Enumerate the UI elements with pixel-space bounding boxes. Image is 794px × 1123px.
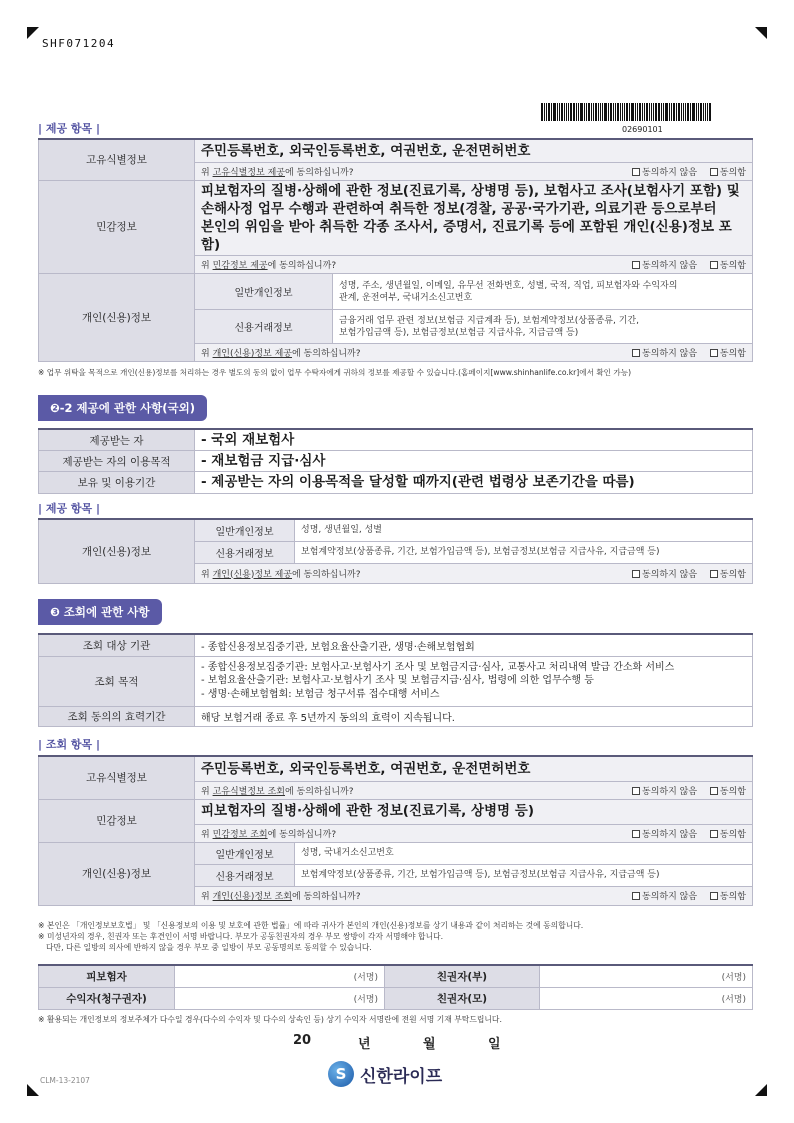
barcode-bar [551,103,552,121]
disagree-checkbox[interactable]: 동의하지 않음 [632,784,697,797]
inquiry-badge: ❸ 조회에 관한 사항 [38,599,162,625]
inquiry-general-label: 일반개인정보 [195,842,295,864]
barcode-bar [651,103,652,121]
overseas-table [38,428,753,494]
barcode-bar [626,103,628,121]
date-year-label: 년 [358,1037,371,1052]
barcode-bar [613,103,614,121]
overseas-general-label: 일반개인정보 [195,519,295,541]
recipient-value: - 국외 재보험사 [195,429,753,451]
barcode-bar [661,103,662,121]
overseas-consent-row: 위 개인(신용)정보 제공에 동의하십니까? 동의하지 않음 동의함 [195,563,753,583]
barcode-bar [707,103,708,121]
inquiry-items-table [38,755,753,906]
general-info-value: 성명, 주소, 생년월일, 이메일, 유무선 전화번호, 성별, 국적, 직업, 피보험자와 수익자의 관계, 운전여부, 국내거소신고번호 [333,274,753,310]
barcode-bar [588,103,590,121]
barcode-bar [637,103,638,121]
unique-id-content: 주민등록번호, 외국인등록번호, 여권번호, 운전면허번호 [195,139,753,162]
barcode-bar [593,103,594,121]
purpose-label: 제공받는 자의 이용목적 [39,451,195,472]
barcode-bar [615,103,616,121]
barcode-bar [541,103,543,121]
date-day-label: 일 [488,1037,501,1052]
provide-items-title: | 제공 항목 | [38,122,101,135]
inquiry-general-value: 성명, 국내거소신고번호 [295,842,753,864]
barcode-bar [566,103,567,121]
barcode-bar [610,103,612,121]
beneficiary-label: 수익자(청구권자) [39,987,175,1009]
overseas-badge: ❷-2 제공에 관한 사항(국외) [38,395,207,421]
barcode-bar [557,103,558,121]
inquiry-sensitive-content: 피보험자의 질병·상해에 관한 정보(진료기록, 상병명 등) [195,799,753,824]
logo-mark-icon: S [328,1061,354,1087]
date-year: 20 [293,1033,312,1048]
disagree-checkbox[interactable]: 동의하지 않음 [632,567,697,580]
sensitive-content: 피보험자의 질병·상해에 관한 정보(진료기록, 상병명 등), 보험사고 조사(보험사기 포함) 및 손해사정 업무 수행과 관련하여 취득한 정보(경찰, 공공·국가기관, 의료기관 등으로부터 본인의 위임을 받아 취득한 각종 조사서, 증명서, 진료기록 등에 포함된 개인(신용)정보 포함) [195,180,753,256]
barcode-bar [568,103,569,121]
barcode-bar [646,103,648,121]
inquiry-purpose-value: - 종합신용정보집중기관: 보험사고·보험사기 조사 및 보험금지급·심사, 교통사고 처리내역 발급 간소화 서비스 - 보험요율산출기관: 보험사고·보험사기 조사 및 보험금지급·심사, 법령에 의한 업무수행 등 - 생명·손해보험협회: 보험금 청구서류 접수대행 서비스 [195,656,753,706]
barcode-bar [631,103,634,121]
barcode-bar [696,103,697,121]
barcode-bar [580,103,583,121]
inquiry-unique-id-label: 고유식별정보 [39,756,195,799]
agree-checkbox[interactable]: 동의함 [710,784,746,797]
agree-checkbox[interactable]: 동의함 [710,827,746,840]
barcode-bar [669,103,670,121]
corner-mark-top-left [27,27,39,39]
unique-id-consent-row: 위 고유식별정보 제공에 동의하십니까? 동의하지 않음 동의함 [195,162,753,180]
barcode-bar [690,103,691,121]
guardian-mother-signature-field[interactable]: (서명) [540,987,753,1009]
date-month-label: 월 [423,1037,436,1052]
recipient-label: 제공받는 자 [39,429,195,451]
barcode-bar [608,103,609,121]
disagree-checkbox[interactable]: 동의하지 않음 [632,258,697,271]
barcode-bar [584,103,585,121]
barcode-bar [685,103,686,121]
period-label: 보유 및 이용기간 [39,472,195,493]
inquiry-items-title: | 조회 항목 | [38,738,101,751]
credit-info-value: 금융거래 업무 관련 정보(보험금 지급계좌 등), 보험계약정보(상품종류, 기간, 보험가입금액 등), 보험금정보(보험금 지급사유, 지급금액 등) [333,310,753,344]
signature-table [38,964,753,1010]
beneficiary-signature-field[interactable]: (서명) [175,987,385,1009]
footer-note: ※ 활용되는 개인정보의 정보주체가 다수일 경우(다수의 수익자 및 다수의 상속인 등) 상기 수익자 서명란에 전원 서명 기재 부탁드립니다. [38,1015,502,1024]
doc-code: SHF071204 [42,37,116,50]
barcode-bar [622,103,623,121]
inquiry-target-value: - 종합신용정보집중기관, 보험요율산출기관, 생명·손해보험협회 [195,634,753,656]
barcode-bar [620,103,621,121]
barcode-bar [671,103,672,121]
barcode-bar [665,103,668,121]
legal-notes: ※ 본인은 「개인정보보호법」 및 「신용정보의 이용 및 보호에 관한 법률」에 따라 귀사가 본인의 개인(신용)정보를 상기 내용과 같이 처리하는 것에 동의합니다. ※ 미성년자의 경우, 친권자 또는 후견인이 서명 바랍니다. 부모가 공동친권자의 경우 부모 쌍방이 각자 서명해야 합니다. 다만, 다른 일방의 의사에 반하지 않을 경우 부모 중 일방이 부모 공동명의로 동의할 수 있습니다. [38,921,584,952]
unique-id-label: 고유식별정보 [39,139,195,180]
barcode-bar [653,103,654,121]
inquiry-sensitive-label: 민감정보 [39,799,195,842]
barcode-bar [692,103,695,121]
personal-label: 개인(신용)정보 [39,274,195,362]
corner-mark-top-right [755,27,767,39]
barcode-bar [600,103,601,121]
barcode-bar [635,103,636,121]
barcode-bar [617,103,619,121]
inquiry-validity-value: 해당 보험거래 종료 후 5년까지 동의의 효력이 지속됩니다. [195,706,753,726]
barcode-bar [644,103,645,121]
barcode-number: 02690101 [622,125,663,134]
barcode-bar [700,103,702,121]
credit-info-label: 신용거래정보 [195,310,333,344]
barcode-bar [663,103,664,121]
barcode-bar [548,103,550,121]
inquiry-credit-value: 보험계약정보(상품종류, 기간, 보험가입금액 등), 보험금정보(보험금 지급사유, 지급금액 등) [295,864,753,886]
barcode-bar [576,103,577,121]
personal-consent-row: 위 개인(신용)정보 제공에 동의하십니까? 동의하지 않음 동의함 [195,344,753,362]
purpose-value: - 재보험금 지급·심사 [195,451,753,472]
barcode-bar [681,103,682,121]
barcode-bar [687,103,689,121]
inquiry-table [38,633,753,727]
corner-mark-bottom-left [27,1084,39,1096]
barcode-bar [639,103,641,121]
barcode-bar [586,103,587,121]
inquiry-personal-label: 개인(신용)정보 [39,842,195,905]
barcode-bar [705,103,706,121]
agree-checkbox[interactable]: 동의함 [710,346,746,359]
barcode-bar [673,103,675,121]
barcode-bar [624,103,625,121]
insured-signature-field[interactable]: (서명) [175,965,385,987]
inquiry-unique-id-content: 주민등록번호, 외국인등록번호, 여권번호, 운전면허번호 [195,756,753,781]
form-code: CLM-13-2107 [40,1076,90,1085]
barcode-bar [629,103,630,121]
barcode-bar [642,103,643,121]
barcode-bar [658,103,660,121]
agree-checkbox[interactable]: 동의함 [710,889,746,902]
inquiry-target-label: 조회 대상 기관 [39,634,195,656]
agree-checkbox[interactable]: 동의함 [710,567,746,580]
corner-mark-bottom-right [755,1084,767,1096]
disagree-checkbox[interactable]: 동의하지 않음 [632,827,697,840]
inquiry-sensitive-consent-row: 위 민감정보 조회에 동의하십니까? 동의하지 않음 동의함 [195,824,753,842]
provide-note: ※ 업무 위탁을 목적으로 개인(신용)정보를 처리하는 경우 별도의 동의 없이 업무 수탁자에게 귀하의 정보를 제공할 수 있습니다.(홈페이지[www.shinhanlife.co.kr]에서 확인 가능) [38,368,632,377]
overseas-items-title: | 제공 항목 | [38,502,101,515]
barcode-bar [698,103,699,121]
barcode-bar [564,103,565,121]
guardian-mother-label: 친권자(모) [385,987,540,1009]
guardian-father-label: 친권자(부) [385,965,540,987]
barcode-bar [604,103,607,121]
logo-text: 신한라이프 [360,1066,443,1087]
barcode-bar [573,103,575,121]
barcode-bar [595,103,597,121]
inquiry-credit-label: 신용거래정보 [195,864,295,886]
guardian-father-signature-field[interactable]: (서명) [540,965,753,987]
overseas-credit-label: 신용거래정보 [195,541,295,563]
inquiry-purpose-label: 조회 목적 [39,656,195,706]
disagree-checkbox[interactable]: 동의하지 않음 [632,346,697,359]
overseas-items-table [38,518,753,584]
barcode-bar [559,103,560,121]
sensitive-label: 민감정보 [39,180,195,274]
disagree-checkbox[interactable]: 동의하지 않음 [632,889,697,902]
overseas-personal-label: 개인(신용)정보 [39,519,195,583]
barcode-bar [544,103,545,121]
shinhan-life-logo [328,1061,442,1087]
agree-checkbox[interactable]: 동의함 [710,165,746,178]
general-info-label: 일반개인정보 [195,274,333,310]
barcode-bar [655,103,657,121]
barcode-bar [546,103,547,121]
barcode-bar [598,103,599,121]
sensitive-consent-row: 위 민감정보 제공에 동의하십니까? 동의하지 않음 동의함 [195,256,753,274]
inquiry-personal-consent-row: 위 개인(신용)정보 조회에 동의하십니까? 동의하지 않음 동의함 [195,886,753,905]
barcode-bar [683,103,684,121]
barcode-bar [703,103,704,121]
barcode-bar [678,103,680,121]
barcode [541,103,752,121]
provide-items-table [38,138,753,362]
agree-checkbox[interactable]: 동의함 [710,258,746,271]
inquiry-validity-label: 조회 동의의 효력기간 [39,706,195,726]
period-value: - 제공받는 자의 이용목적을 달성할 때까지(관련 법령상 보존기간을 따름) [195,472,753,493]
barcode-bar [649,103,650,121]
barcode-bar [676,103,677,121]
overseas-general-value: 성명, 생년월일, 성별 [295,519,753,541]
barcode-bar [578,103,579,121]
overseas-credit-value: 보험계약정보(상품종류, 기간, 보험가입금액 등), 보험금정보(보험금 지급사유, 지급금액 등) [295,541,753,563]
inquiry-unique-id-consent-row: 위 고유식별정보 조회에 동의하십니까? 동의하지 않음 동의함 [195,781,753,799]
barcode-bar [570,103,572,121]
barcode-bar [561,103,563,121]
barcode-bar [709,103,711,121]
barcode-bar [591,103,592,121]
disagree-checkbox[interactable]: 동의하지 않음 [632,165,697,178]
barcode-bar [553,103,556,121]
barcode-bar [602,103,603,121]
insured-label: 피보험자 [39,965,175,987]
